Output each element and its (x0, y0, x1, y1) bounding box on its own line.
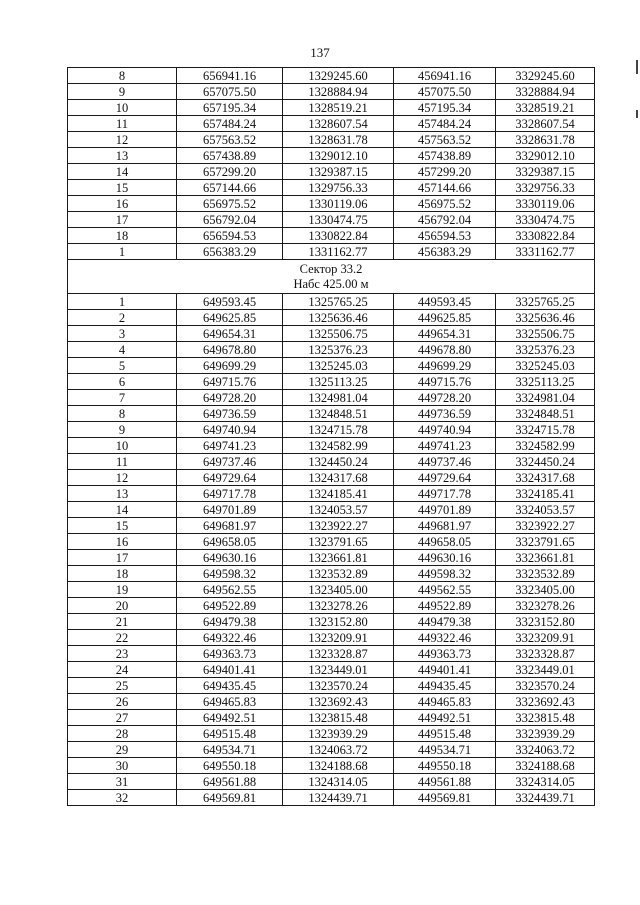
point-number-cell: 13 (68, 486, 177, 502)
y-coordinate-cell: 1323405.00 (283, 582, 394, 598)
x-msk-coordinate-cell: 449737.46 (394, 454, 496, 470)
y-coordinate-cell: 1324053.57 (283, 502, 394, 518)
point-number-cell: 20 (68, 598, 177, 614)
point-number-cell: 32 (68, 790, 177, 806)
y-coordinate-cell: 1323152.80 (283, 614, 394, 630)
table-row (68, 310, 595, 326)
x-coordinate-cell: 649593.45 (177, 294, 283, 310)
table-row (68, 390, 595, 406)
y-msk-coordinate-cell: 3325113.25 (496, 374, 595, 390)
x-coordinate-cell: 649401.41 (177, 662, 283, 678)
x-coordinate-cell: 649561.88 (177, 774, 283, 790)
sector-a-rows (68, 68, 595, 260)
y-msk-coordinate-cell: 3323661.81 (496, 550, 595, 566)
x-coordinate-cell: 657195.34 (177, 100, 283, 116)
table-row (68, 374, 595, 390)
x-coordinate-cell: 649322.46 (177, 630, 283, 646)
x-msk-coordinate-cell: 449363.73 (394, 646, 496, 662)
y-msk-coordinate-cell: 3328519.21 (496, 100, 595, 116)
y-coordinate-cell: 1323278.26 (283, 598, 394, 614)
table-row (68, 598, 595, 614)
point-number-cell: 27 (68, 710, 177, 726)
y-coordinate-cell: 1324314.05 (283, 774, 394, 790)
point-number-cell: 18 (68, 228, 177, 244)
y-msk-coordinate-cell: 3329756.33 (496, 180, 595, 196)
sector-b-rows (68, 294, 595, 806)
x-coordinate-cell: 649736.59 (177, 406, 283, 422)
section-header-cell (68, 260, 595, 294)
x-msk-coordinate-cell: 449561.88 (394, 774, 496, 790)
x-msk-coordinate-cell: 449699.29 (394, 358, 496, 374)
y-msk-coordinate-cell: 3323939.29 (496, 726, 595, 742)
x-coordinate-cell: 649654.31 (177, 326, 283, 342)
x-coordinate-cell: 649715.76 (177, 374, 283, 390)
section-header-row (68, 260, 595, 294)
x-coordinate-cell: 649681.97 (177, 518, 283, 534)
x-coordinate-cell: 649741.23 (177, 438, 283, 454)
y-coordinate-cell: 1324715.78 (283, 422, 394, 438)
table-row (68, 180, 595, 196)
table-row (68, 294, 595, 310)
point-number-cell: 3 (68, 326, 177, 342)
y-msk-coordinate-cell: 3323922.27 (496, 518, 595, 534)
x-msk-coordinate-cell: 457144.66 (394, 180, 496, 196)
point-number-cell: 1 (68, 244, 177, 260)
point-number-cell: 11 (68, 454, 177, 470)
x-msk-coordinate-cell: 449593.45 (394, 294, 496, 310)
x-msk-coordinate-cell: 449729.64 (394, 470, 496, 486)
table-row (68, 438, 595, 454)
y-coordinate-cell: 1323328.87 (283, 646, 394, 662)
x-coordinate-cell: 649737.46 (177, 454, 283, 470)
y-coordinate-cell: 1323939.29 (283, 726, 394, 742)
table-row (68, 116, 595, 132)
y-msk-coordinate-cell: 3323405.00 (496, 582, 595, 598)
y-coordinate-cell: 1324439.71 (283, 790, 394, 806)
y-msk-coordinate-cell: 3323570.24 (496, 678, 595, 694)
table-row (68, 550, 595, 566)
x-coordinate-cell: 657438.89 (177, 148, 283, 164)
x-coordinate-cell: 649729.64 (177, 470, 283, 486)
table-row (68, 164, 595, 180)
y-msk-coordinate-cell: 3324314.05 (496, 774, 595, 790)
x-msk-coordinate-cell: 449701.89 (394, 502, 496, 518)
y-coordinate-cell: 1324582.99 (283, 438, 394, 454)
x-msk-coordinate-cell: 457438.89 (394, 148, 496, 164)
x-msk-coordinate-cell: 449625.85 (394, 310, 496, 326)
y-coordinate-cell: 1323692.43 (283, 694, 394, 710)
table-row (68, 662, 595, 678)
x-coordinate-cell: 649740.94 (177, 422, 283, 438)
x-coordinate-cell: 649569.81 (177, 790, 283, 806)
table-row (68, 228, 595, 244)
y-coordinate-cell: 1325506.75 (283, 326, 394, 342)
y-msk-coordinate-cell: 3325245.03 (496, 358, 595, 374)
point-number-cell: 28 (68, 726, 177, 742)
x-coordinate-cell: 649630.16 (177, 550, 283, 566)
x-msk-coordinate-cell: 449681.97 (394, 518, 496, 534)
x-coordinate-cell: 656975.52 (177, 196, 283, 212)
x-msk-coordinate-cell: 449740.94 (394, 422, 496, 438)
point-number-cell: 22 (68, 630, 177, 646)
y-coordinate-cell: 1329387.15 (283, 164, 394, 180)
x-coordinate-cell: 649625.85 (177, 310, 283, 326)
y-msk-coordinate-cell: 3330119.06 (496, 196, 595, 212)
point-number-cell: 7 (68, 390, 177, 406)
x-coordinate-cell: 649435.45 (177, 678, 283, 694)
x-msk-coordinate-cell: 449569.81 (394, 790, 496, 806)
x-coordinate-cell: 657075.50 (177, 84, 283, 100)
point-number-cell: 5 (68, 358, 177, 374)
x-coordinate-cell: 657563.52 (177, 132, 283, 148)
point-number-cell: 11 (68, 116, 177, 132)
y-msk-coordinate-cell: 3324053.57 (496, 502, 595, 518)
x-coordinate-cell: 649728.20 (177, 390, 283, 406)
table-row (68, 518, 595, 534)
y-coordinate-cell: 1323449.01 (283, 662, 394, 678)
x-coordinate-cell: 649699.29 (177, 358, 283, 374)
y-coordinate-cell: 1325113.25 (283, 374, 394, 390)
point-number-cell: 8 (68, 68, 177, 84)
table-row (68, 646, 595, 662)
point-number-cell: 16 (68, 534, 177, 550)
table-row (68, 758, 595, 774)
point-number-cell: 9 (68, 422, 177, 438)
point-number-cell: 30 (68, 758, 177, 774)
page-number: 137 (310, 45, 330, 60)
table-row (68, 406, 595, 422)
y-coordinate-cell: 1324450.24 (283, 454, 394, 470)
table-row (68, 342, 595, 358)
x-msk-coordinate-cell: 449598.32 (394, 566, 496, 582)
point-number-cell: 8 (68, 406, 177, 422)
x-msk-coordinate-cell: 449654.31 (394, 326, 496, 342)
y-msk-coordinate-cell: 3324439.71 (496, 790, 595, 806)
point-number-cell: 15 (68, 518, 177, 534)
y-coordinate-cell: 1330474.75 (283, 212, 394, 228)
table-row (68, 742, 595, 758)
y-coordinate-cell: 1325376.23 (283, 342, 394, 358)
x-msk-coordinate-cell: 449678.80 (394, 342, 496, 358)
y-coordinate-cell: 1323815.48 (283, 710, 394, 726)
point-number-cell: 26 (68, 694, 177, 710)
table-row (68, 422, 595, 438)
x-coordinate-cell: 649658.05 (177, 534, 283, 550)
table-row (68, 582, 595, 598)
y-msk-coordinate-cell: 3325636.46 (496, 310, 595, 326)
table-row (68, 100, 595, 116)
y-msk-coordinate-cell: 3324185.41 (496, 486, 595, 502)
table-row (68, 630, 595, 646)
table-row (68, 196, 595, 212)
x-msk-coordinate-cell: 449741.23 (394, 438, 496, 454)
table-row (68, 84, 595, 100)
y-coordinate-cell: 1324317.68 (283, 470, 394, 486)
y-msk-coordinate-cell: 3323449.01 (496, 662, 595, 678)
y-msk-coordinate-cell: 3323152.80 (496, 614, 595, 630)
y-msk-coordinate-cell: 3328631.78 (496, 132, 595, 148)
y-msk-coordinate-cell: 3324582.99 (496, 438, 595, 454)
point-number-cell: 1 (68, 294, 177, 310)
y-msk-coordinate-cell: 3329245.60 (496, 68, 595, 84)
section-header-group (68, 260, 595, 294)
point-number-cell: 9 (68, 84, 177, 100)
table-row (68, 470, 595, 486)
y-coordinate-cell: 1325765.25 (283, 294, 394, 310)
point-number-cell: 29 (68, 742, 177, 758)
y-coordinate-cell: 1329012.10 (283, 148, 394, 164)
x-coordinate-cell: 649534.71 (177, 742, 283, 758)
y-coordinate-cell: 1324848.51 (283, 406, 394, 422)
y-msk-coordinate-cell: 3325376.23 (496, 342, 595, 358)
x-msk-coordinate-cell: 449658.05 (394, 534, 496, 550)
x-msk-coordinate-cell: 449322.46 (394, 630, 496, 646)
x-coordinate-cell: 649678.80 (177, 342, 283, 358)
y-coordinate-cell: 1328884.94 (283, 84, 394, 100)
y-msk-coordinate-cell: 3328884.94 (496, 84, 595, 100)
x-msk-coordinate-cell: 449715.76 (394, 374, 496, 390)
x-msk-coordinate-cell: 456594.53 (394, 228, 496, 244)
x-msk-coordinate-cell: 449401.41 (394, 662, 496, 678)
x-msk-coordinate-cell: 449736.59 (394, 406, 496, 422)
table-row (68, 774, 595, 790)
x-msk-coordinate-cell: 449465.83 (394, 694, 496, 710)
x-msk-coordinate-cell: 449630.16 (394, 550, 496, 566)
table-row (68, 148, 595, 164)
table-row (68, 244, 595, 260)
table-row (68, 454, 595, 470)
x-msk-coordinate-cell: 449492.51 (394, 710, 496, 726)
x-coordinate-cell: 657299.20 (177, 164, 283, 180)
y-coordinate-cell: 1325245.03 (283, 358, 394, 374)
y-msk-coordinate-cell: 3324981.04 (496, 390, 595, 406)
point-number-cell: 10 (68, 438, 177, 454)
y-msk-coordinate-cell: 3323328.87 (496, 646, 595, 662)
y-coordinate-cell: 1323209.91 (283, 630, 394, 646)
x-coordinate-cell: 656594.53 (177, 228, 283, 244)
x-coordinate-cell: 649550.18 (177, 758, 283, 774)
point-number-cell: 25 (68, 678, 177, 694)
y-msk-coordinate-cell: 3330822.84 (496, 228, 595, 244)
scan-edge-mark (636, 60, 638, 74)
x-msk-coordinate-cell: 449522.89 (394, 598, 496, 614)
y-coordinate-cell: 1324185.41 (283, 486, 394, 502)
x-coordinate-cell: 649479.38 (177, 614, 283, 630)
point-number-cell: 13 (68, 148, 177, 164)
y-coordinate-cell: 1324981.04 (283, 390, 394, 406)
y-msk-coordinate-cell: 3324063.72 (496, 742, 595, 758)
x-coordinate-cell: 649701.89 (177, 502, 283, 518)
table-row (68, 212, 595, 228)
point-number-cell: 23 (68, 646, 177, 662)
y-msk-coordinate-cell: 3329012.10 (496, 148, 595, 164)
point-number-cell: 17 (68, 212, 177, 228)
point-number-cell: 12 (68, 132, 177, 148)
y-msk-coordinate-cell: 3323532.89 (496, 566, 595, 582)
table-row (68, 502, 595, 518)
x-msk-coordinate-cell: 457563.52 (394, 132, 496, 148)
table-row (68, 710, 595, 726)
section-subtitle: Набс 425.00 м (293, 277, 369, 291)
x-msk-coordinate-cell: 449479.38 (394, 614, 496, 630)
y-msk-coordinate-cell: 3323209.91 (496, 630, 595, 646)
x-msk-coordinate-cell: 449728.20 (394, 390, 496, 406)
x-msk-coordinate-cell: 449562.55 (394, 582, 496, 598)
y-msk-coordinate-cell: 3328607.54 (496, 116, 595, 132)
x-msk-coordinate-cell: 456941.16 (394, 68, 496, 84)
section-title: Сектор 33.2 (299, 262, 363, 276)
y-msk-coordinate-cell: 3323278.26 (496, 598, 595, 614)
table-row (68, 726, 595, 742)
scan-edge-mark (636, 110, 638, 118)
y-coordinate-cell: 1323532.89 (283, 566, 394, 582)
y-msk-coordinate-cell: 3324715.78 (496, 422, 595, 438)
point-number-cell: 15 (68, 180, 177, 196)
y-msk-coordinate-cell: 3324848.51 (496, 406, 595, 422)
table-row (68, 326, 595, 342)
x-msk-coordinate-cell: 449717.78 (394, 486, 496, 502)
point-number-cell: 4 (68, 342, 177, 358)
y-coordinate-cell: 1328519.21 (283, 100, 394, 116)
table-row (68, 486, 595, 502)
x-coordinate-cell: 649522.89 (177, 598, 283, 614)
x-msk-coordinate-cell: 457195.34 (394, 100, 496, 116)
x-msk-coordinate-cell: 457299.20 (394, 164, 496, 180)
y-coordinate-cell: 1330119.06 (283, 196, 394, 212)
y-msk-coordinate-cell: 3325765.25 (496, 294, 595, 310)
x-coordinate-cell: 657144.66 (177, 180, 283, 196)
x-coordinate-cell: 657484.24 (177, 116, 283, 132)
x-coordinate-cell: 656941.16 (177, 68, 283, 84)
coordinates-table (67, 67, 595, 806)
table-row (68, 534, 595, 550)
x-msk-coordinate-cell: 456383.29 (394, 244, 496, 260)
y-msk-coordinate-cell: 3324317.68 (496, 470, 595, 486)
y-msk-coordinate-cell: 3324188.68 (496, 758, 595, 774)
y-msk-coordinate-cell: 3329387.15 (496, 164, 595, 180)
point-number-cell: 10 (68, 100, 177, 116)
y-coordinate-cell: 1328631.78 (283, 132, 394, 148)
y-coordinate-cell: 1324063.72 (283, 742, 394, 758)
point-number-cell: 31 (68, 774, 177, 790)
table-row (68, 678, 595, 694)
y-coordinate-cell: 1323661.81 (283, 550, 394, 566)
x-msk-coordinate-cell: 456975.52 (394, 196, 496, 212)
x-coordinate-cell: 649363.73 (177, 646, 283, 662)
table-row (68, 68, 595, 84)
point-number-cell: 19 (68, 582, 177, 598)
point-number-cell: 2 (68, 310, 177, 326)
x-msk-coordinate-cell: 449534.71 (394, 742, 496, 758)
x-msk-coordinate-cell: 457484.24 (394, 116, 496, 132)
table-row (68, 790, 595, 806)
y-msk-coordinate-cell: 3330474.75 (496, 212, 595, 228)
point-number-cell: 14 (68, 164, 177, 180)
x-msk-coordinate-cell: 449435.45 (394, 678, 496, 694)
y-coordinate-cell: 1328607.54 (283, 116, 394, 132)
x-msk-coordinate-cell: 449550.18 (394, 758, 496, 774)
point-number-cell: 14 (68, 502, 177, 518)
y-msk-coordinate-cell: 3324450.24 (496, 454, 595, 470)
y-coordinate-cell: 1324188.68 (283, 758, 394, 774)
x-msk-coordinate-cell: 449515.48 (394, 726, 496, 742)
point-number-cell: 12 (68, 470, 177, 486)
y-coordinate-cell: 1329245.60 (283, 68, 394, 84)
point-number-cell: 24 (68, 662, 177, 678)
y-msk-coordinate-cell: 3331162.77 (496, 244, 595, 260)
point-number-cell: 21 (68, 614, 177, 630)
x-coordinate-cell: 649492.51 (177, 710, 283, 726)
x-msk-coordinate-cell: 456792.04 (394, 212, 496, 228)
x-coordinate-cell: 649598.32 (177, 566, 283, 582)
x-coordinate-cell: 656383.29 (177, 244, 283, 260)
y-coordinate-cell: 1323791.65 (283, 534, 394, 550)
point-number-cell: 18 (68, 566, 177, 582)
x-coordinate-cell: 649515.48 (177, 726, 283, 742)
x-coordinate-cell: 649562.55 (177, 582, 283, 598)
y-msk-coordinate-cell: 3323692.43 (496, 694, 595, 710)
x-coordinate-cell: 656792.04 (177, 212, 283, 228)
y-coordinate-cell: 1325636.46 (283, 310, 394, 326)
table-row (68, 694, 595, 710)
table-row (68, 358, 595, 374)
point-number-cell: 17 (68, 550, 177, 566)
table-row (68, 132, 595, 148)
x-coordinate-cell: 649465.83 (177, 694, 283, 710)
y-msk-coordinate-cell: 3323815.48 (496, 710, 595, 726)
y-msk-coordinate-cell: 3325506.75 (496, 326, 595, 342)
y-coordinate-cell: 1323922.27 (283, 518, 394, 534)
y-coordinate-cell: 1331162.77 (283, 244, 394, 260)
y-coordinate-cell: 1323570.24 (283, 678, 394, 694)
table-row (68, 614, 595, 630)
point-number-cell: 16 (68, 196, 177, 212)
y-coordinate-cell: 1330822.84 (283, 228, 394, 244)
y-coordinate-cell: 1329756.33 (283, 180, 394, 196)
table-row (68, 566, 595, 582)
x-msk-coordinate-cell: 457075.50 (394, 84, 496, 100)
y-msk-coordinate-cell: 3323791.65 (496, 534, 595, 550)
x-coordinate-cell: 649717.78 (177, 486, 283, 502)
point-number-cell: 6 (68, 374, 177, 390)
